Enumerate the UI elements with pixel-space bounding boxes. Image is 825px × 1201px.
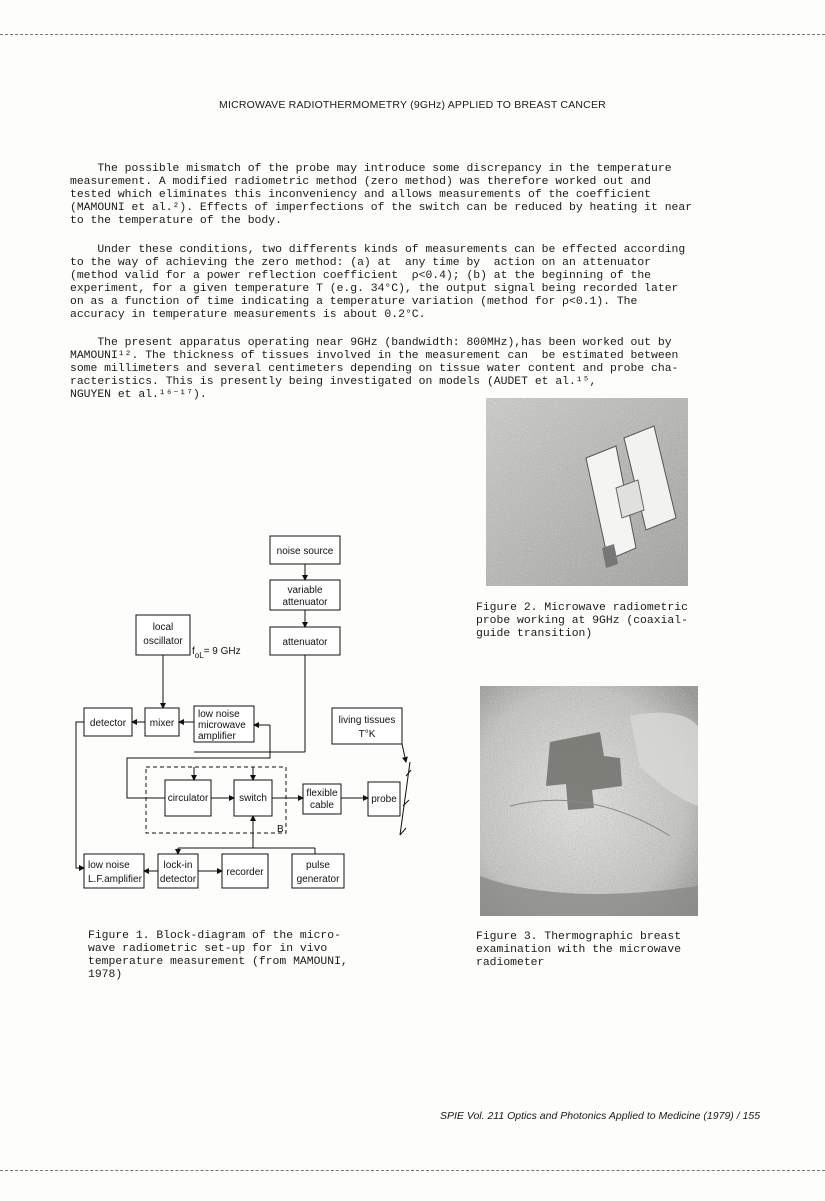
paragraph-3: The present apparatus operating near 9GHz (bandwidth: 800MHz),has been worked out by MAMOUNI¹². The thickness of tissues involved in the measurement can be estimated between some millimeters and several centimeters depending on tissue water content and probe cha- racteristics. This is presently being investigated on models (AUDET et al.¹⁵, NGUYEN et al.¹⁶⁻¹⁷). [70,337,679,402]
figure-1-block-diagram [70,530,420,900]
running-title: MICROWAVE RADIOTHERMOMETRY (9GHz) APPLIED TO BREAST CANCER [219,99,606,111]
b-label: B [277,824,284,835]
local-oscillator-block [136,615,190,655]
lockin-label-1: lock-in [163,860,193,871]
scan-edge-top [0,34,825,35]
lna-label-2: microwave [198,720,246,731]
circulator-label: circulator [167,793,209,804]
fol-label: $f_{oL}= 9$ GHz [192,646,241,660]
paragraph-2: Under these conditions, two differents kinds of measurements can be effected according to the way of achieving the zero method: (a) at any time by action on an attenuator (method valid for a power reflection coefficient ρ<0.4); (b) at the beginning of the experiment, for a given temperature T (e.g. 34°C), the output signal being recorded later on as a function of time indicating a temperature variation (method for ρ<0.1). The accuracy in temperature measurements is about 0.2°C. [70,244,686,322]
recorder-label: recorder [226,867,264,878]
footer-citation: SPIE Vol. 211 Optics and Photonics Applied to Medicine (1979) / 155 [440,1110,761,1122]
attenuator-label: attenuator [282,637,328,648]
living-tissues-label-2: T°K [358,729,376,740]
variable-attenuator-label-2: attenuator [282,597,328,608]
figure-3-caption: Figure 3. Thermographic breast examination with the microwave radiometer [476,931,682,970]
lna-label-3: amplifier [198,731,236,742]
pulse-label-1: pulse [306,860,330,871]
mixer-label: mixer [149,718,175,729]
switch-label: switch [239,793,267,804]
variable-attenuator-label-1: variable [287,585,323,596]
figure-2-caption: Figure 2. Microwave radiometric probe working at 9GHz (coaxial- guide transition) [476,602,688,641]
lowlf-label-2: L.F.amplifier [88,874,142,885]
noise-source-label: noise source [276,546,334,557]
local-oscillator-label-2: oscillator [143,636,183,647]
local-oscillator-label-1: local [152,622,174,633]
figure-2-probe-photo [486,398,688,586]
figure-3-thermography-photo [480,686,698,916]
detector-label: detector [89,718,127,729]
pulse-label-2: generator [296,874,340,885]
probe-label: probe [371,794,397,805]
scan-edge-bottom [0,1170,825,1171]
flexible-cable-label-1: flexible [306,788,338,799]
living-tissues-label-1: living tissues [338,715,396,726]
figure-1-caption: Figure 1. Block-diagram of the micro- wave radiometric set-up for in vivo temperature measurement (from MAMOUNI, 1978) [88,930,348,982]
flexible-cable-label-2: cable [310,800,334,811]
paragraph-1: The possible mismatch of the probe may introduce some discrepancy in the temperature measurement. A modified radiometric method (zero method) was therefore worked out and tested which eliminates this inconveniency and allows measurements of the coefficient (MAMOUNI et al.²). Effects of imperfections of the switch can be reduced by heating it near to the temperature of the body. [70,163,693,228]
lna-label-1: low noise [198,709,240,720]
lockin-label-2: detector [159,874,197,885]
lowlf-label-1: low noise [88,860,130,871]
